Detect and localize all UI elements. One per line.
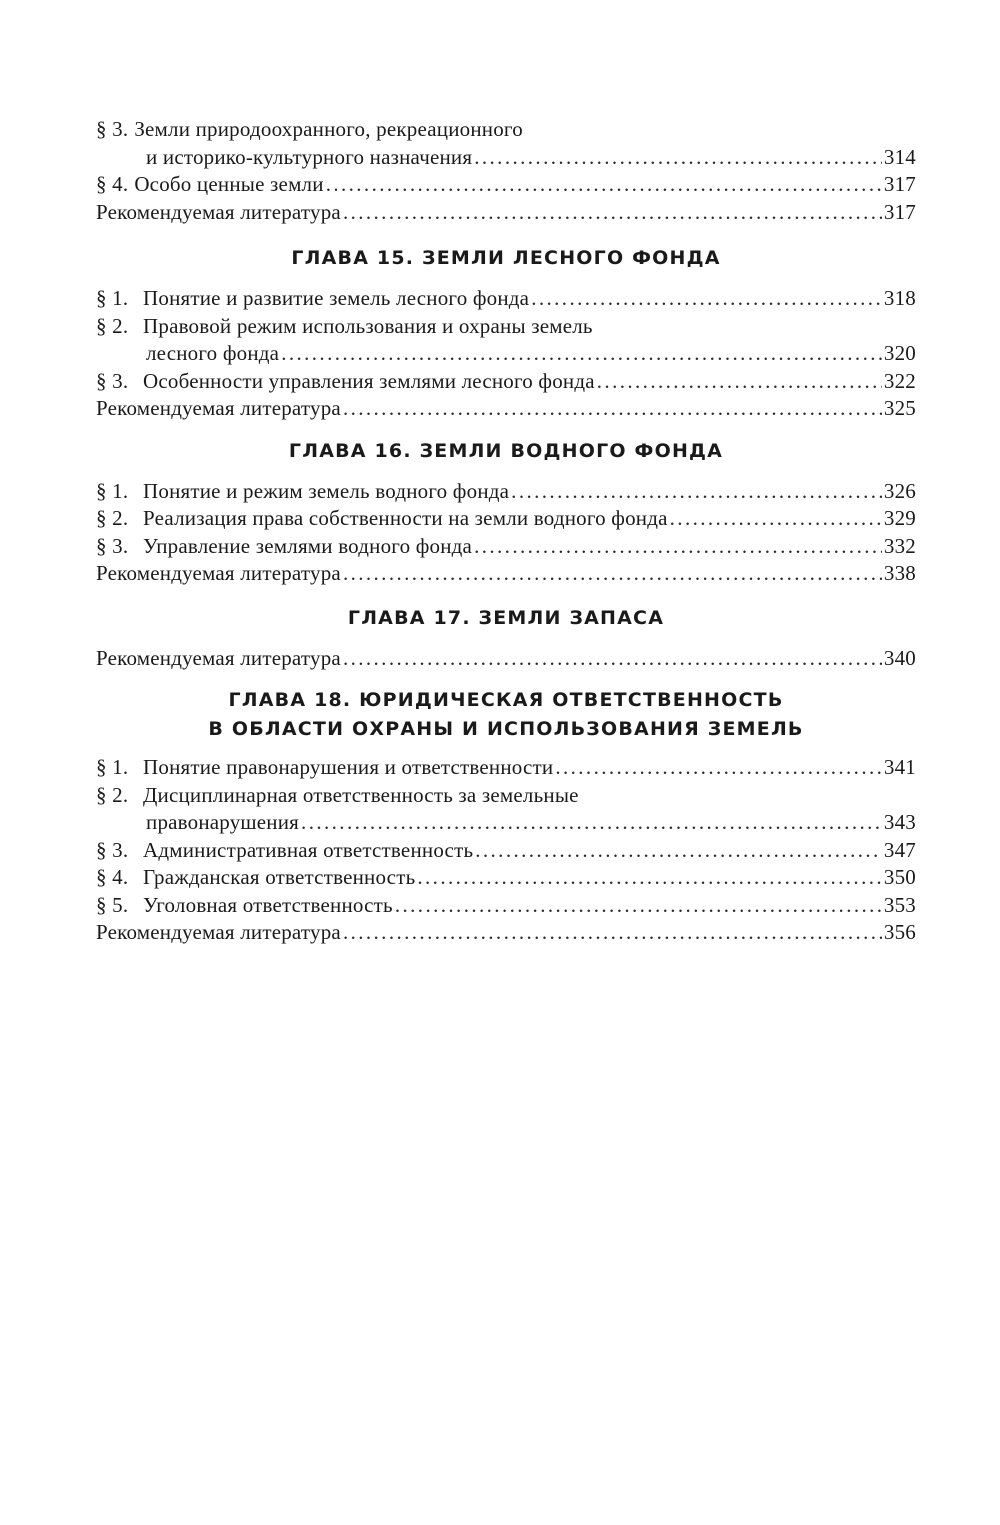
toc-entry-literature: [96, 560, 916, 588]
chapter-heading-line: ГЛАВА 18. ЮРИДИЧЕСКАЯ ОТВЕТСТВЕННОСТЬ: [228, 689, 784, 711]
section-number: § 3.: [96, 837, 129, 862]
literature-title: Рекомендуемая литература: [96, 199, 341, 224]
dot-leader: [395, 892, 882, 920]
chapter-heading-line: В ОБЛАСТИ ОХРАНЫ И ИСПОЛЬЗОВАНИЯ ЗЕМЕЛЬ: [208, 718, 804, 740]
section-title: Понятие и развитие земель лесного фонда: [143, 286, 530, 310]
section-title: Уголовная ответственность: [143, 892, 393, 917]
section-number: § 2.: [96, 506, 129, 530]
section-number: § 2.: [96, 782, 129, 807]
dot-leader: [555, 754, 882, 782]
toc-entry: [96, 754, 916, 782]
toc-entry: [96, 171, 916, 199]
section-title: Дисциплинарная ответственность за земельные: [143, 782, 579, 807]
toc-entry: [96, 116, 916, 171]
section-title: Земли природоохранного, рекреационного: [134, 117, 523, 141]
table-of-contents: [96, 116, 916, 947]
dot-leader: [326, 171, 882, 199]
toc-entry: [96, 368, 916, 396]
page-number: 318: [883, 286, 916, 310]
dot-leader: [474, 533, 882, 561]
page-number: 343: [883, 810, 916, 834]
toc-entry-literature: [96, 199, 916, 227]
section-number: § 3.: [96, 117, 129, 141]
section-title: Управление землями водного фонда: [143, 533, 473, 558]
section-number: § 1.: [96, 478, 129, 503]
dot-leader: [597, 368, 882, 396]
section-number: § 1.: [96, 286, 129, 310]
section-number: § 2.: [96, 313, 129, 338]
page-number: 325: [883, 396, 916, 420]
dot-leader: [670, 505, 882, 533]
section-title: Понятие и режим земель водного фонда: [143, 478, 510, 503]
chapter-heading: ГЛАВА 15. ЗЕМЛИ ЛЕСНОГО ФОНДА: [291, 247, 721, 269]
dot-leader: [343, 645, 882, 673]
toc-entry-literature: [96, 919, 916, 947]
dot-leader: [531, 285, 882, 313]
toc-entry: [96, 505, 916, 533]
toc-entry: [96, 313, 916, 368]
page-number: 332: [883, 533, 916, 558]
section-number: § 4.: [96, 172, 129, 196]
page-number: 317: [883, 172, 916, 196]
section-title-continued: и историко-культурного назначения: [146, 144, 473, 169]
dot-leader: [301, 809, 882, 837]
literature-title: Рекомендуемая литература: [96, 396, 341, 420]
toc-entry-literature: [96, 395, 916, 423]
page-number: 353: [883, 892, 916, 917]
dot-leader: [343, 560, 882, 588]
section-title: Правовой режим использования и охраны земель: [143, 313, 593, 338]
literature-title: Рекомендуемая литература: [96, 561, 341, 585]
section-title: Особо ценные земли: [134, 172, 324, 196]
section-number: § 5.: [96, 892, 129, 917]
dot-leader: [343, 199, 882, 227]
page-number: 338: [883, 561, 916, 585]
dot-leader: [417, 864, 882, 892]
section-title: Гражданская ответственность: [143, 865, 416, 889]
toc-entry-literature: [96, 645, 916, 673]
chapter-heading: [96, 686, 916, 744]
section-title-continued: лесного фонда: [146, 341, 280, 365]
page-number: 317: [883, 199, 916, 224]
dot-leader: [475, 837, 882, 865]
section-title-continued: правонарушения: [146, 810, 300, 834]
dot-leader: [343, 919, 882, 947]
section-title: Административная ответственность: [143, 837, 474, 862]
dot-leader: [474, 144, 882, 172]
dot-leader: [511, 478, 882, 506]
dot-leader: [281, 340, 882, 368]
toc-entry: [96, 782, 916, 837]
chapter-heading: ГЛАВА 16. ЗЕМЛИ ВОДНОГО ФОНДА: [288, 439, 724, 462]
literature-title: Рекомендуемая литература: [96, 645, 341, 670]
section-number: § 3.: [96, 368, 129, 393]
page-number: 347: [883, 837, 916, 862]
literature-title: Рекомендуемая литература: [96, 920, 341, 944]
chapter-heading: ГЛАВА 17. ЗЕМЛИ ЗАПАСА: [347, 606, 665, 629]
toc-entry: [96, 533, 916, 561]
toc-entry: [96, 285, 916, 313]
section-title: Особенности управления землями лесного фонда: [143, 368, 595, 393]
page-number: 320: [883, 341, 916, 365]
page-number: 341: [883, 755, 916, 779]
page-number: 350: [883, 865, 916, 889]
toc-entry: [96, 837, 916, 865]
page-number: 322: [883, 368, 916, 393]
section-title: Понятие правонарушения и ответственности: [143, 755, 554, 779]
dot-leader: [343, 395, 882, 423]
toc-entry: [96, 892, 916, 920]
section-number: § 1.: [96, 755, 129, 779]
section-title: Реализация права собственности на земли водного фонда: [143, 506, 668, 530]
page-number: 314: [883, 144, 916, 169]
toc-entry: [96, 478, 916, 506]
page-number: 356: [883, 920, 916, 944]
page-number: 340: [883, 645, 916, 670]
section-number: § 4.: [96, 865, 129, 889]
toc-entry: [96, 864, 916, 892]
page-number: 326: [883, 478, 916, 503]
section-number: § 3.: [96, 533, 129, 558]
page-number: 329: [883, 506, 916, 530]
